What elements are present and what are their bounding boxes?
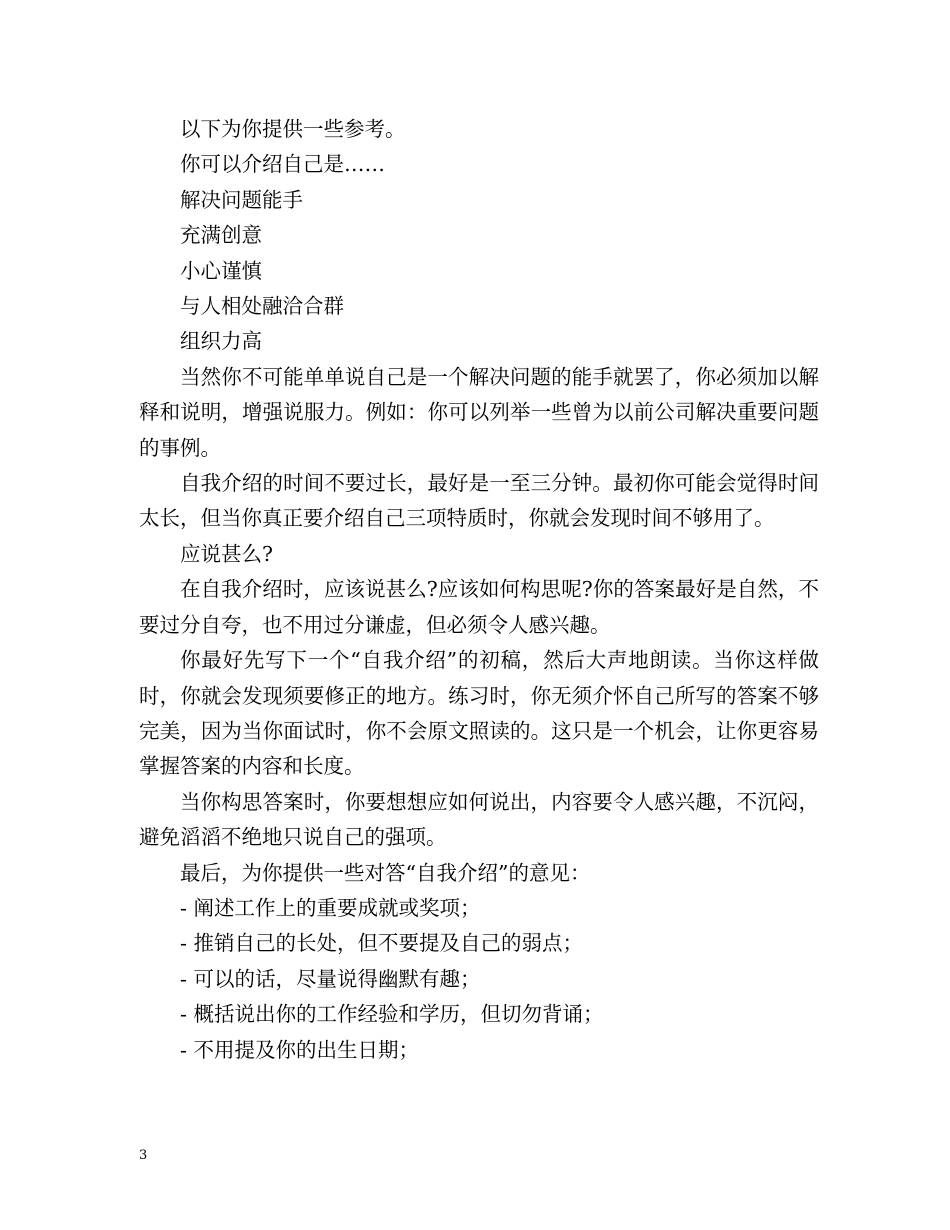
- paragraph: 当然你不可能单单说自己是一个解决问题的能手就罢了，你必须加以解释和说明，增强说服力。例如：你可以列举一些曾为以前公司解决重要问题的事例。: [139, 364, 819, 460]
- list-item: 充满创意: [180, 223, 262, 248]
- paragraph: 以下为你提供一些参考。: [180, 117, 406, 141]
- document-body: [139, 112, 819, 1068]
- bullet-item: - 阐述工作上的重要成就或奖项；: [180, 895, 481, 920]
- section-heading: 应说甚么?: [180, 541, 273, 566]
- bullet-item: - 推销自己的长处，但不要提及自己的弱点；: [180, 931, 583, 956]
- bullet-item: - 不用提及你的出生日期；: [180, 1037, 419, 1062]
- paragraph: 你可以介绍自己是……: [180, 152, 385, 177]
- list-item: 解决问题能手: [180, 187, 303, 212]
- page-number: 3: [139, 1148, 148, 1163]
- paragraph: 当你构思答案时，你要想想应如何说出，内容要令人感兴趣，不沉闷，避免滔滔不绝地只说自己的强项。: [139, 789, 819, 850]
- bullet-item: - 可以的话，尽量说得幽默有趣；: [180, 966, 481, 991]
- list-item: 组织力高: [180, 329, 262, 354]
- paragraph: 在自我介绍时，应该说甚么?应该如何构思呢?你的答案最好是自然，不要过分自夸，也不用过分谦虚，但必须令人感兴趣。: [139, 577, 819, 637]
- paragraph: 自我介绍的时间不要过长，最好是一至三分钟。最初你可能会觉得时间太长，但当你真正要介绍自己三项特质时，你就会发现时间不够用了。: [139, 471, 819, 531]
- list-item: 与人相处融洽合群: [180, 294, 344, 319]
- paragraph: 最后，为你提供一些对答“自我介绍”的意见：: [180, 860, 591, 885]
- list-item: 小心谨慎: [180, 258, 262, 283]
- bullet-item: - 概括说出你的工作经验和学历，但切勿背诵；: [180, 1002, 604, 1027]
- paragraph: 你最好先写下一个“自我介绍”的初稿，然后大声地朗读。当你这样做时，你就会发现须要修正的地方。练习时，你无须介怀自己所写的答案不够完美，因为当你面试时，你不会原文照读的。这只是一个机会，让你更容易掌握答案的内容和长度。: [139, 648, 819, 779]
